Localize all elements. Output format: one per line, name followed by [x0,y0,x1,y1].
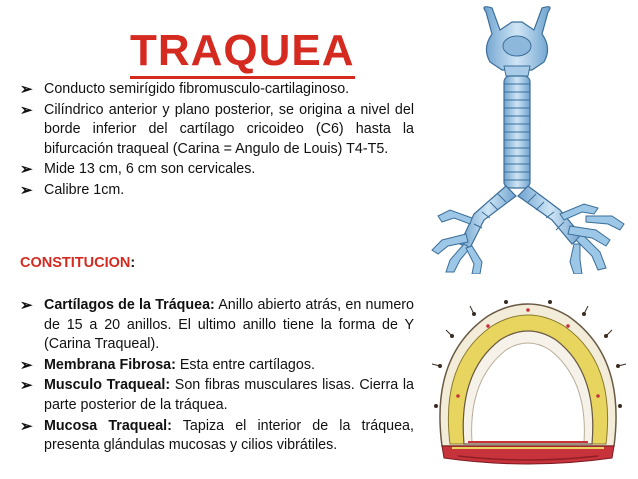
page-title: TRAQUEA [130,26,330,76]
arrow-bullet-icon: ➢ [20,81,33,98]
list-item: ➢ Mucosa Traqueal: Tapiza el interior de la tráquea, presenta glándulas mucosas y cilios vibrátiles. [20,417,414,454]
arrow-bullet-icon: ➢ [20,356,33,374]
arrow-bullet-icon: ➢ [20,417,33,435]
arrow-bullet-icon: ➢ [20,161,33,179]
trachea-anatomy-illustration [420,4,638,274]
trachea-cross-section-illustration [428,296,628,476]
list-item: ➢ Cartílagos de la Tráquea: Anillo abierto atrás, en numero de 15 a 20 anillos. El ultimo anillo tiene la forma de Y (Carina Traqueal). [20,297,414,353]
list-item: ➢ Calibre 1cm. [20,181,125,199]
intro-list [20,80,414,202]
list-item: ➢ Membrana Fibrosa: Esta entre cartílagos. [20,356,315,374]
arrow-bullet-icon: ➢ [20,101,33,119]
arrow-bullet-icon: ➢ [20,297,33,314]
list-item: ➢ Conducto semirígido fibromusculo-cartilaginoso. [20,81,350,98]
section-heading: CONSTITUCION: [20,255,136,271]
arrow-bullet-icon: ➢ [20,181,33,199]
list-item: ➢ Musculo Traqueal: Son fibras musculares lisas. Cierra la parte posterior de la tráquea. [20,377,414,413]
list-item: ➢ Mide 13 cm, 6 cm son cervicales. [20,161,256,179]
list-item: ➢ Cilíndrico anterior y plano posterior, se origina a nivel del borde inferior del cartílago cricoideo (C6) hasta la bifurcación traqueal (Carina = Angulo de Louis) T4-T5. [20,101,414,157]
constitution-list [20,296,414,457]
arrow-bullet-icon: ➢ [20,377,33,395]
